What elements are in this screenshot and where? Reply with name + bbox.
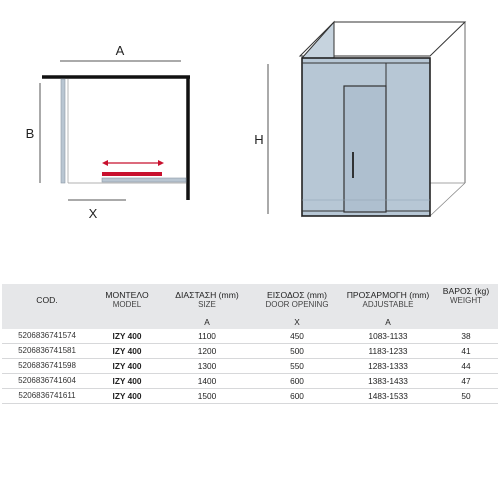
header-weight-gr: ΒΑΡΟΣ (kg)	[442, 286, 490, 296]
letter-code	[2, 315, 92, 329]
header-model-en: MODEL	[112, 300, 142, 309]
cell-weight: 41	[434, 344, 498, 359]
header-adjustable-en: ADJUSTABLE	[362, 300, 414, 309]
cell-code: 5206836741604	[2, 374, 92, 389]
header-opening-en: DOOR OPENING	[265, 300, 329, 309]
cell-size: 1500	[162, 389, 252, 404]
dim-label-a: A	[115, 43, 125, 58]
sliding-door-3d	[344, 86, 386, 212]
cell-size: 1200	[162, 344, 252, 359]
cell-weight: 38	[434, 329, 498, 344]
cell-opening: 600	[252, 389, 342, 404]
dim-label-b: B	[25, 126, 35, 141]
letter-opening: X	[252, 315, 342, 329]
header-adjustable	[342, 284, 434, 315]
table-row	[2, 329, 498, 344]
cell-model: IZY 400	[92, 374, 162, 389]
cell-size: 1400	[162, 374, 252, 389]
header-code	[2, 284, 92, 315]
cell-weight: 47	[434, 374, 498, 389]
cell-code: 5206836741581	[2, 344, 92, 359]
plan-view-diagram	[0, 0, 240, 250]
header-opening-gr: ΕΙΣΟΔΟΣ (mm)	[267, 290, 327, 300]
floor-right-line	[430, 183, 465, 216]
cell-adjustable: 1283-1333	[342, 359, 434, 374]
sliding-door-panel	[102, 172, 162, 176]
cell-adjustable: 1083-1133	[342, 329, 434, 344]
cell-adjustable: 1383-1433	[342, 374, 434, 389]
header-model-gr: ΜΟΝΤΕΛΟ	[105, 290, 149, 300]
header-adjustable-gr: ΠΡΟΣΑΡΜΟΓΗ (mm)	[346, 290, 430, 300]
header-opening	[252, 284, 342, 315]
cell-adjustable: 1483-1533	[342, 389, 434, 404]
cell-model: IZY 400	[92, 329, 162, 344]
cell-opening: 600	[252, 374, 342, 389]
slide-arrow-head-right	[158, 160, 164, 166]
cell-size: 1300	[162, 359, 252, 374]
table-header-row	[2, 284, 498, 315]
fixed-front-glass	[102, 178, 186, 182]
header-size-en: SIZE	[198, 300, 216, 309]
cell-code: 5206836741611	[2, 389, 92, 404]
header-size	[162, 284, 252, 315]
cell-weight: 50	[434, 389, 498, 404]
table-row	[2, 374, 498, 389]
slide-arrow-head-left	[102, 160, 108, 166]
cell-model: IZY 400	[92, 389, 162, 404]
cell-opening: 550	[252, 359, 342, 374]
cell-size: 1100	[162, 329, 252, 344]
spec-table	[2, 284, 498, 404]
header-weight-en: WEIGHT	[450, 296, 482, 305]
table-row	[2, 344, 498, 359]
cell-code: 5206836741598	[2, 359, 92, 374]
letter-model	[92, 315, 162, 329]
cell-model: IZY 400	[92, 344, 162, 359]
header-size-gr: ΔΙΑΣΤΑΣΗ (mm)	[175, 290, 239, 300]
table-row	[2, 359, 498, 374]
table-row	[2, 389, 498, 404]
letter-size: A	[162, 315, 252, 329]
elevation-diagram	[240, 0, 500, 260]
cell-opening: 450	[252, 329, 342, 344]
header-weight	[434, 284, 498, 315]
cell-opening: 500	[252, 344, 342, 359]
letter-weight	[434, 315, 498, 329]
side-glass-panel	[61, 79, 65, 183]
header-code-label: COD.	[36, 294, 58, 305]
cell-weight: 44	[434, 359, 498, 374]
letter-adjustable: A	[342, 315, 434, 329]
cell-model: IZY 400	[92, 359, 162, 374]
dim-label-h: H	[254, 132, 264, 147]
table-letter-row	[2, 315, 498, 329]
header-model	[92, 284, 162, 315]
dim-label-x: X	[88, 206, 98, 221]
cell-code: 5206836741574	[2, 329, 92, 344]
cell-adjustable: 1183-1233	[342, 344, 434, 359]
